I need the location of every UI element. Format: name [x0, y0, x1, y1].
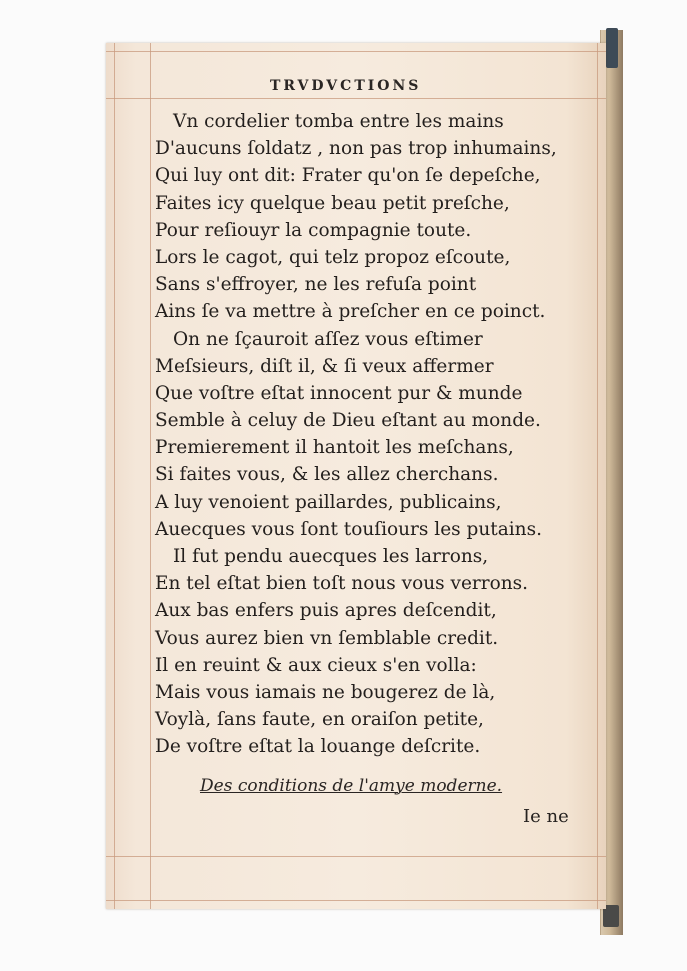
- verse-line: Premierement il hantoit les meſchans,: [155, 437, 514, 459]
- margin-rule-head: [106, 98, 606, 99]
- verse-line: Que voſtre eſtat innocent pur & munde: [155, 382, 523, 404]
- verse-line: Si faites vous, & les allez cherchans.: [155, 464, 499, 486]
- verse-line: Semble à celuy de Dieu eſtant au monde.: [155, 410, 541, 432]
- verse-line: Sans s'effroyer, ne les refuſa point: [155, 274, 477, 296]
- verse-line: De voſtre eſtat la louange deſcrite.: [155, 736, 481, 758]
- margin-rule-bottom: [106, 900, 606, 901]
- verse-line: Lors le cagot, qui telz propoz eſcoute,: [155, 246, 511, 268]
- verse-line: Aux bas enfers puis apres deſcendit,: [155, 600, 497, 622]
- verse-line: On ne ſçauroit aſſez vous eſtimer: [173, 328, 483, 350]
- verse-line: Vn cordelier tomba entre les mains: [173, 111, 504, 132]
- verse-line: En tel eſtat bien toſt nous vous verrons.: [155, 573, 529, 595]
- verse-line: Auecques vous ſont touſiours les putains.: [155, 518, 542, 540]
- verse-line: Ains ſe va mettre à preſcher en ce poinct.: [155, 301, 546, 323]
- verse-line: Pour reſiouyr la compagnie toute.: [155, 219, 472, 241]
- margin-rule-inner-left: [150, 43, 151, 909]
- poem-text: [155, 108, 595, 761]
- margin-rule-foot: [106, 856, 606, 857]
- verse-line: D'aucuns ſoldatz , non pas trop inhumains,: [155, 138, 557, 160]
- verse-line: A luy venoient paillardes, publicains,: [155, 491, 502, 513]
- running-head: TRVDVCTIONS: [270, 78, 422, 94]
- margin-rule-top: [106, 51, 606, 52]
- ribbon-marker-top: [606, 28, 618, 68]
- margin-rule-left: [114, 43, 115, 909]
- catchword: Ie ne: [523, 806, 569, 827]
- verse-line: Vous aurez bien vn ſemblable credit.: [155, 627, 499, 649]
- verse-line: Faites icy quelque beau petit preſche,: [155, 192, 510, 214]
- margin-rule-right: [597, 43, 598, 909]
- verse-line: Voylà, ſans faute, en oraiſon petite,: [155, 709, 484, 731]
- verse-line: Qui luy ont dit: Frater qu'on ſe depeſche,: [155, 165, 541, 187]
- verse-line: Il en reuint & aux cieux s'en volla:: [155, 654, 477, 676]
- verse-line: Il fut pendu auecques les larrons,: [173, 546, 489, 567]
- verse-line: Meſsieurs, diſt il, & ſi veux affermer: [155, 355, 494, 377]
- next-poem-title: Des conditions de l'amye moderne.: [200, 776, 503, 796]
- verse-line: Mais vous iamais ne bougerez de là,: [155, 681, 496, 703]
